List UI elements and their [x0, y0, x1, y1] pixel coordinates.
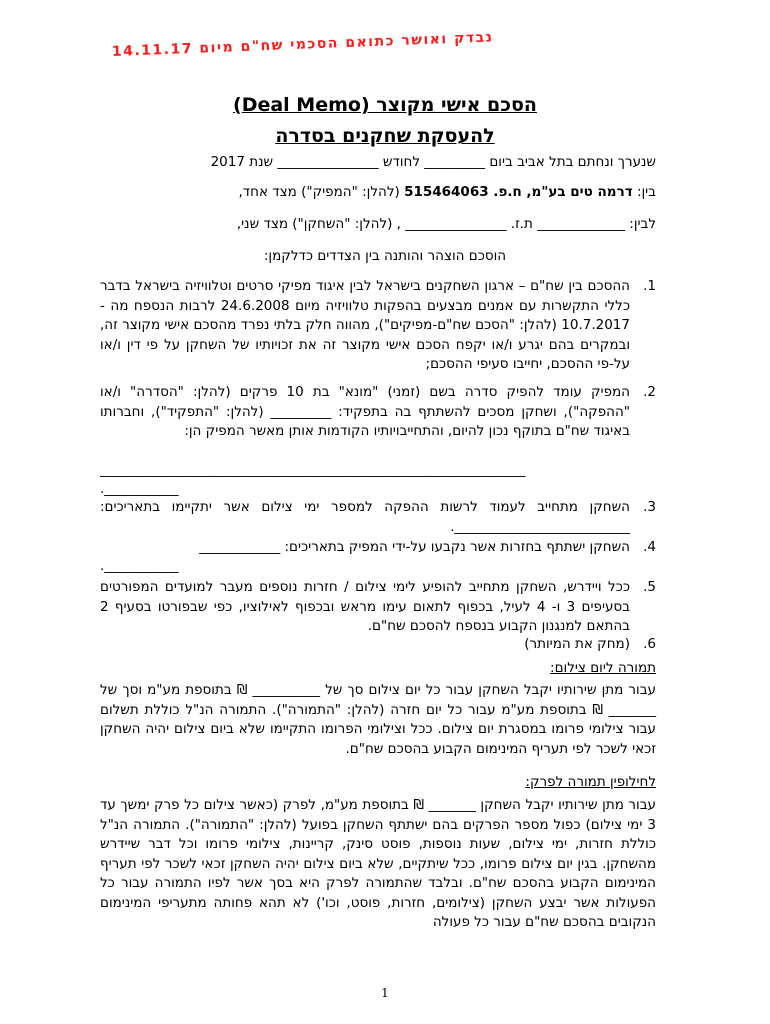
- approval-stamp: נבדק ואושר כתואם הסכמי שח"ם מיום 14.11.17: [111, 29, 494, 60]
- clause-text: (מחק את המיותר): [524, 636, 630, 652]
- and-label: לבין:: [629, 216, 656, 232]
- daily-fee-text: עבור מתן שירותיו יקבל השחקן עבור כל יום צילום סך של __________ ₪ בתוספת מע"מ וסך של _______ ₪ בתוספת מע"מ עבור כל יום חזרה (להלן: "התמורה"). התמורה הנ"ל כוללת תשלום עבור צילומי פרומו במסגרת יום צילום. ככל וצילומי הפרומו התקיימו שלא ביום צילום יהיה השחקן זכאי לשכר לפי תעריף המינימום הקבוע בהסכם שח"ם.: [100, 682, 656, 757]
- episode-fee-heading: לחילופין תמורה לפרק:: [525, 774, 656, 790]
- actor-details: _____________ ת.ז. _______________ , (להלן: "השחקן") מצד שני,: [236, 216, 625, 232]
- signing-line: שנערך ונחתם בתל אביב ביום _________ לחודש _______________ שנת 2017: [210, 154, 656, 170]
- clause-blank-line: _______________________________________________________________: [100, 462, 526, 478]
- clause-text: השחקן ישתתף בחזרות אשר נקבעו על-ידי המפיק בתאריכים: ____________: [199, 539, 630, 555]
- clause-2: [100, 383, 656, 497]
- clause-text: המפיק עומד להפיק סדרה בשם (זמני) "מונא" בת 10 פרקים (להלן: "הסדרה" ו/או "ההפקה"), ושחקן מסכים להשתתף בה בתפקיד: _________ (להלן: "התפקיד"), וחברותו באיגוד שח"ם בתוקף נכון להיום, והתחייבויותיו הקודמות אותן מאשר המפיק הן:: [100, 384, 630, 439]
- clause-4: [100, 538, 656, 578]
- daily-fee-section: [100, 681, 656, 771]
- clause-5: [100, 578, 656, 638]
- episode-fee-section: [100, 796, 656, 956]
- episode-fee-text: עבור מתן שירותיו יקבל השחקן _______ ₪ בתוספת מע"מ, לפרק (כאשר צילום כל פרק ימשך עד 3 ימי צילום) כפול מספר הפרקים בהם ישתתף השחקן בפועל (להלן: "התמורה"). התמורה הנ"ל כוללת חזרות, ימי צילום, שעות נוספות, פוסט סינק, קריינות, צילומי פרומו וכל דבר שיידרש מהשחקן. בגין יום צילום פרומו, ככל שיתקיים, שלא ביום צילום יהיה השחקן זכאי לשכר לפי תעריף המינימום הקבוע בהסכם שח"ם. ובלבד שהתמורה לפרק היא בסך אשר לפיו התמורה עבור כל הפעולות אשר יבצע השחקן (צילומים, חזרות, פוסט, וכו') לא תהא פחותה מתעריפי המינימום הנקובים בהסכם שח"ם עבור כל פעולה: [100, 797, 656, 930]
- clause-blank-line: ___________.: [100, 558, 179, 574]
- clause-6: [100, 635, 656, 655]
- producer-suffix: (להלן: "המפיק") מצד אחד,: [238, 184, 400, 200]
- clause-1: [100, 277, 656, 397]
- clause-number: 6.: [643, 636, 656, 652]
- clause-number: 2.: [643, 384, 656, 400]
- producer-name: דרמה טים בע"מ, ח.פ. 515464063: [404, 184, 633, 200]
- clause-number: 5.: [643, 579, 656, 595]
- clause-text: ההסכם בין שח"ם – ארגון השחקנים בישראל לבין איגוד מפיקי סרטים וטלוויזיה בישראל בדבר כללי התקשרות עם אמנים מבצעים בהפקות טלוויזיה מיום 24.6.2008 לרבות הנספח מה - 10.7.2017 (להלן: "הסכם שח"ם-מפיקים"), מהווה חלק בלתי נפרד מהסכם אישי מקוצר זה, ובמקרים בהם יגרע ו/או יקפח הסכם אישי מקוצר זה את זכויותיו של השחקן על פי דין ו/או על-פי ההסכם, יחייבו סעיפי ההסכם;: [100, 278, 630, 372]
- document-title: הסכם אישי מקוצר (Deal Memo): [233, 94, 537, 116]
- clause-text: ככל ויידרש, השחקן מתחייב להופיע לימי צילום / חזרות נוספים מעבר למועדים המפורטים בסעיפים 3 ו- 4 לעיל, בכפוף לתאום עימו מראש ובכפוף לאילוציו, כפי שבפורטו בסעיף 2 בהתאם למנגנון הקבוע בנספח להסכם שח"ם.: [100, 579, 630, 634]
- clause-3: [100, 498, 656, 538]
- clause-number: 3.: [643, 499, 656, 515]
- between-label: בין:: [636, 184, 656, 200]
- producer-party-line: [100, 182, 656, 202]
- page-number: 1: [381, 986, 389, 1000]
- clause-number: 4.: [643, 539, 656, 555]
- agreement-statement: הוסכם הוצהר והותנה בין הצדדים כדלקמן:: [263, 248, 507, 264]
- daily-fee-heading: תמורה ליום צילום:: [550, 660, 656, 676]
- clause-text: השחקן מתחייב לעמוד לרשות ההפקה למספר ימי צילום אשר יתקיימו בתאריכים: __________________________.: [100, 499, 630, 535]
- document-subtitle: להעסקת שחקנים בסדרה: [275, 125, 495, 147]
- actor-party-line: [100, 214, 656, 234]
- clause-number: 1.: [643, 278, 656, 294]
- clause-blank-line: ___________.: [100, 481, 179, 497]
